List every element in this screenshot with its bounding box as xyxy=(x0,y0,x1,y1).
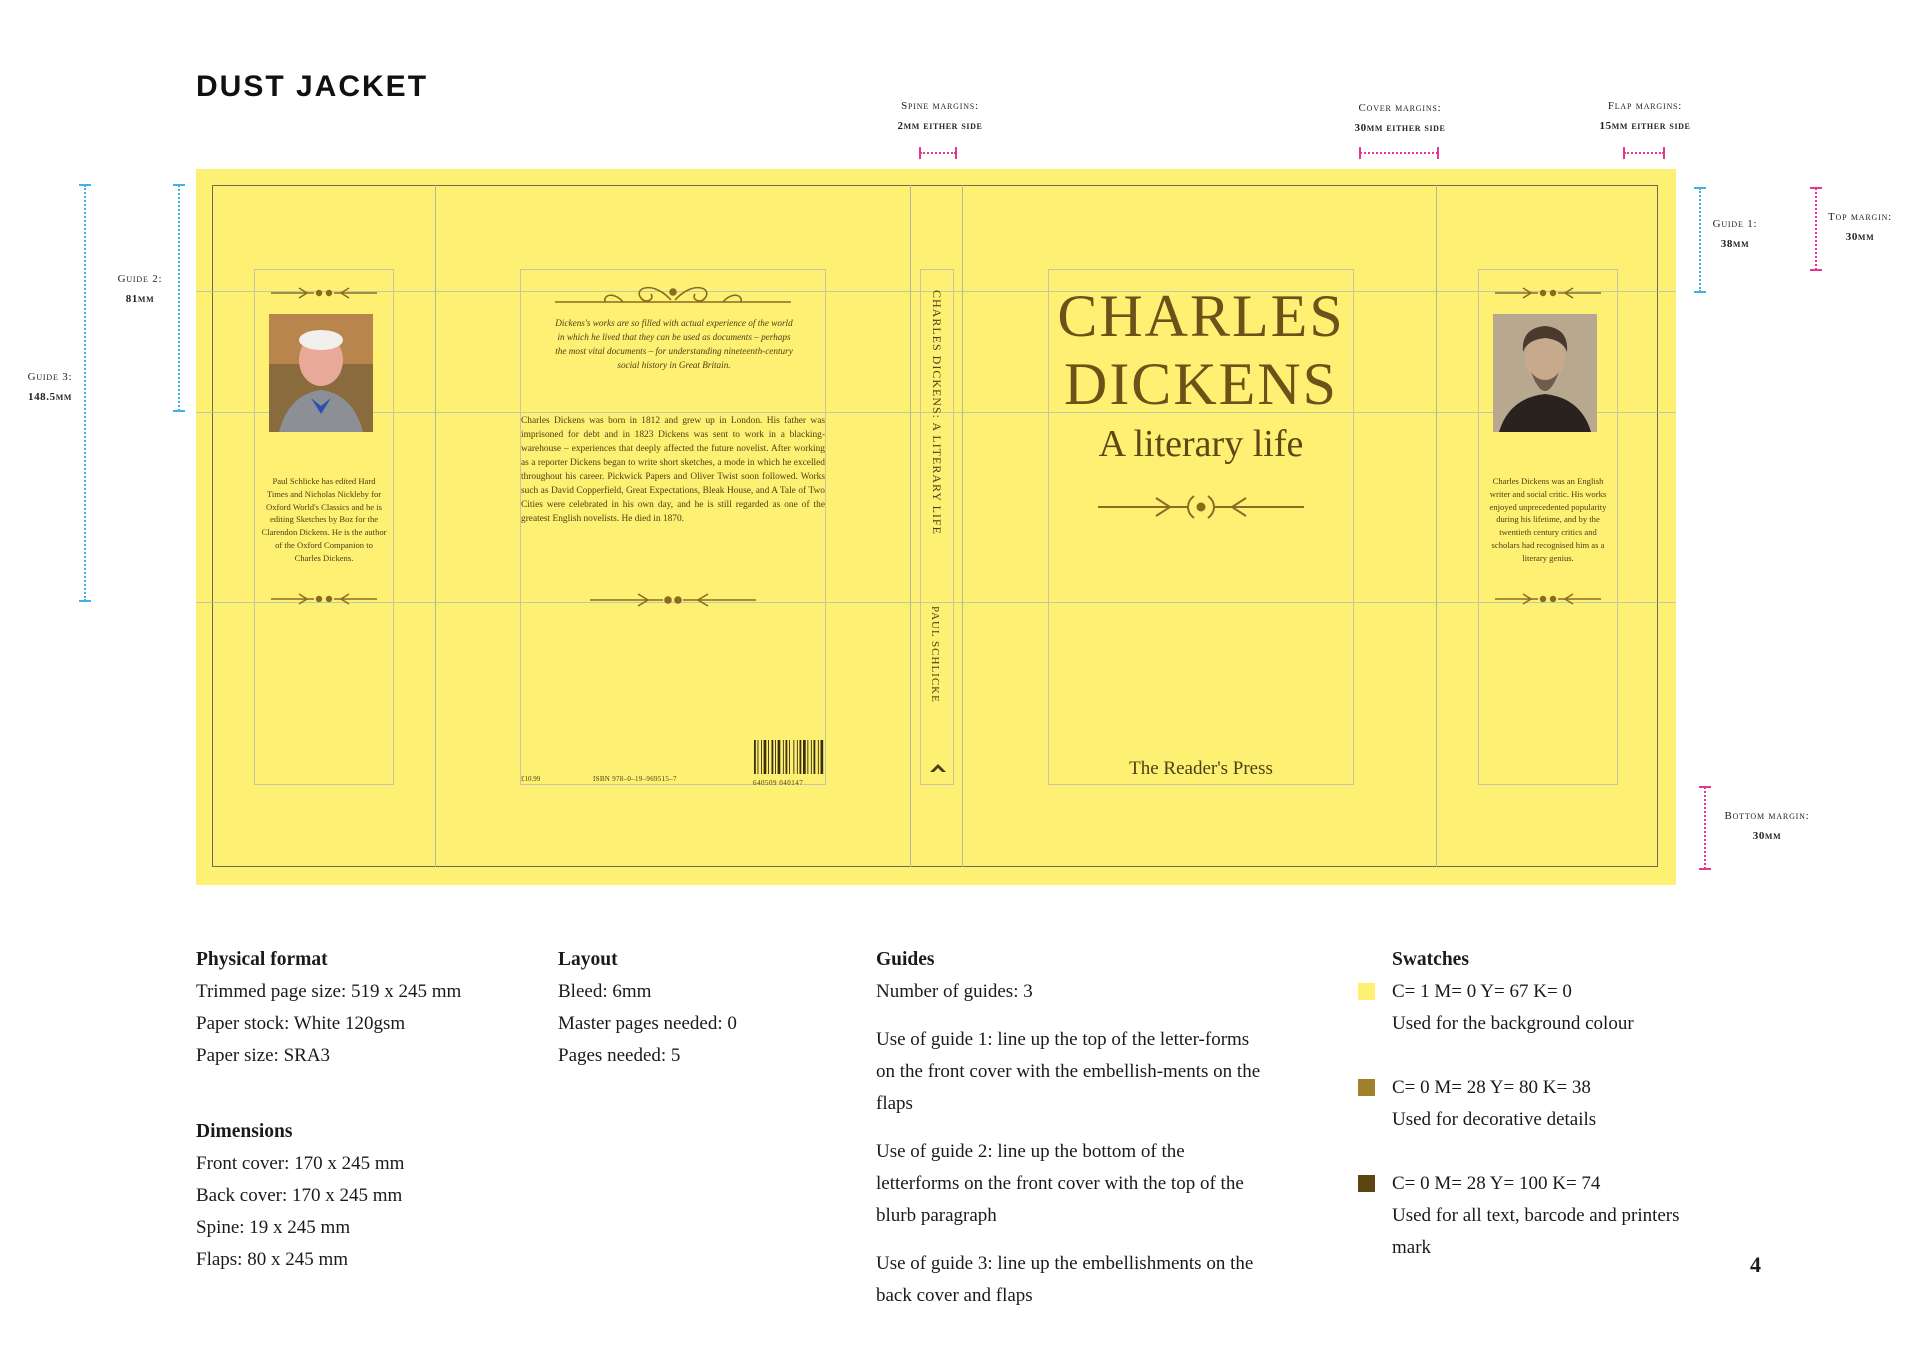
guides-section xyxy=(876,944,1276,1328)
annotation-value: 30mm xyxy=(1752,830,1782,842)
guide-use-1: Use of guide 1: line up the top of the letter-forms on the front cover with the embellish-ments on the flaps xyxy=(876,1029,1261,1114)
cover-subtitle: A literary life xyxy=(1098,423,1304,465)
guide3-annotation xyxy=(10,367,90,407)
guide2-annotation xyxy=(105,269,175,309)
flourish-ornament xyxy=(1479,590,1617,612)
front-cover xyxy=(1048,269,1354,785)
spec-line: Paper size: SRA3 xyxy=(196,1045,331,1066)
author-photo xyxy=(269,314,373,432)
annotation-value: 38mm xyxy=(1720,238,1750,250)
spec-line: Spine: 19 x 245 mm xyxy=(196,1217,351,1238)
spine-author: PAUL SCHLICKE xyxy=(929,606,941,703)
spec-line: Trimmed page size: 519 x 245 mm xyxy=(196,981,462,1002)
back-cover-paragraph: Charles Dickens was born in 1812 and grew up in London. His father was imprisoned for debt and in 1823 Dickens was sent to work in a blacking-warehouse – experiences that deeply affected the future novelist. After working as a reporter Dickens began to write short sketches, a mode in which he excelled throughout his career. Pickwick Papers and Oliver Twist soon followed. Works such as David Copperfield, Great Expectations, Bleak House, and A Tale of Two Cities were celebrated in his own day, and he is still regarded as one of the greatest English novelists. He died in 1870. xyxy=(521,416,825,524)
spine-margin-marker xyxy=(920,152,956,154)
spine-margins-annotation xyxy=(880,96,1000,136)
cover-title xyxy=(1049,282,1353,418)
flourish-ornament xyxy=(521,590,825,614)
spine-fold-line xyxy=(962,185,963,867)
front-flap xyxy=(1478,269,1618,785)
section-heading: Layout xyxy=(558,949,618,970)
top-margin-annotation xyxy=(1820,207,1900,247)
annotation-value: 2mm either side xyxy=(897,120,983,132)
dickens-portrait xyxy=(1493,314,1597,432)
annotation-value: 148.5mm xyxy=(27,391,73,403)
guides-count: Number of guides: 3 xyxy=(876,981,1033,1002)
swatches-section xyxy=(1392,944,1722,1264)
back-flap xyxy=(254,269,394,785)
spec-line: Back cover: 170 x 245 mm xyxy=(196,1185,403,1206)
flap-fold-line xyxy=(1436,185,1437,867)
swatch-use: Used for the background colour xyxy=(1392,1013,1634,1034)
annotation-label: Guide 1: xyxy=(1712,218,1758,230)
barcode xyxy=(753,740,825,787)
dust-jacket xyxy=(196,169,1676,885)
annotation-value: 81mm xyxy=(125,293,155,305)
cover-title-line: DICKENS xyxy=(1063,351,1338,417)
spec-line: Flaps: 80 x 245 mm xyxy=(196,1249,349,1270)
page-title: DUST JACKET xyxy=(196,70,429,103)
annotation-label: Top margin: xyxy=(1828,211,1892,223)
swatch-item xyxy=(1392,1072,1722,1136)
spec-line: Bleed: 6mm xyxy=(558,981,652,1002)
physical-format-section xyxy=(196,944,516,1276)
swatch-item xyxy=(1392,976,1722,1040)
bottom-margin-marker xyxy=(1704,787,1706,869)
swatch-cmyk: C= 0 M= 28 Y= 80 K= 38 xyxy=(1392,1077,1591,1098)
spec-line: Front cover: 170 x 245 mm xyxy=(196,1153,405,1174)
annotation-label: Spine margins: xyxy=(901,100,979,112)
flap-margin-marker xyxy=(1624,152,1664,154)
price: £10.99 xyxy=(521,775,541,783)
spine-fold-line xyxy=(910,185,911,867)
cover-margins-annotation xyxy=(1330,98,1470,138)
section-heading: Guides xyxy=(876,949,935,970)
spine xyxy=(920,269,954,785)
back-cover-quote: Dickens's works are so filled with actual experience of the world in which he lived that they can be used as documents – perhaps the most vital documents – for understanding nineteenth-century social history in Great Britain. xyxy=(555,318,793,370)
flourish-ornament xyxy=(1479,284,1617,306)
section-heading: Swatches xyxy=(1392,949,1469,970)
annotation-label: Flap margins: xyxy=(1607,100,1683,112)
flap-margins-annotation xyxy=(1575,96,1715,136)
section-heading: Dimensions xyxy=(196,1121,293,1142)
section-heading: Physical format xyxy=(196,949,328,970)
swatch-color xyxy=(1358,1079,1375,1096)
spec-line: Paper stock: White 120gsm xyxy=(196,1013,406,1034)
swatch-cmyk: C= 1 M= 0 Y= 67 K= 0 xyxy=(1392,981,1572,1002)
swatch-cmyk: C= 0 M= 28 Y= 100 K= 74 xyxy=(1392,1173,1601,1194)
barcode-number: 640509 040147 xyxy=(753,779,804,787)
swatch-item xyxy=(1392,1168,1722,1264)
spec-line: Pages needed: 5 xyxy=(558,1045,681,1066)
page-number: 4 xyxy=(1750,1252,1761,1277)
annotation-label: Guide 2: xyxy=(117,273,163,285)
printers-mark-icon xyxy=(929,762,947,774)
back-cover xyxy=(520,269,826,785)
spec-line: Master pages needed: 0 xyxy=(558,1013,737,1034)
top-margin-marker xyxy=(1815,188,1817,270)
barcode-bars xyxy=(753,740,825,774)
guide2-marker xyxy=(178,185,180,411)
front-flap-text: Charles Dickens was an English writer and social critic. His works enjoyed unprecedented popularity during his lifetime, and by the twentieth century critics and scholars had recognised him as a literary genius. xyxy=(1489,476,1607,563)
cover-margin-marker xyxy=(1360,152,1438,154)
annotation-label: Cover margins: xyxy=(1358,102,1442,114)
annotation-label: Bottom margin: xyxy=(1724,810,1810,822)
swatch-color xyxy=(1358,983,1375,1000)
flourish-ornament xyxy=(1049,490,1353,528)
annotation-value: 30mm xyxy=(1845,231,1875,243)
flap-fold-line xyxy=(435,185,436,867)
guide1-annotation xyxy=(1700,214,1770,254)
layout-section xyxy=(558,944,838,1072)
annotation-value: 30mm either side xyxy=(1354,122,1446,134)
guide-use-3: Use of guide 3: line up the embellishments on the back cover and flaps xyxy=(876,1253,1254,1306)
swatch-use: Used for all text, barcode and printers mark xyxy=(1392,1205,1680,1258)
annotation-label: Guide 3: xyxy=(27,371,73,383)
scroll-ornament xyxy=(521,278,825,312)
cover-publisher: The Reader's Press xyxy=(1129,758,1273,779)
bottom-margin-annotation xyxy=(1712,806,1822,846)
flourish-ornament xyxy=(255,590,393,612)
spine-title: CHARLES DICKENS: A LITERARY LIFE xyxy=(930,290,944,535)
guide-use-2: Use of guide 2: line up the bottom of the letterforms on the front cover with the top of the blurb paragraph xyxy=(876,1141,1244,1226)
back-flap-bio: Paul Schlicke has edited Hard Times and Nicholas Nickleby for Oxford World's Classics and he is editing Sketches by Boz for the Clarendon Dickens. He is the author of the Oxford Companion to Charles Dickens. xyxy=(261,476,387,563)
swatch-color xyxy=(1358,1175,1375,1192)
swatch-use: Used for decorative details xyxy=(1392,1109,1597,1130)
flourish-ornament xyxy=(255,284,393,306)
annotation-value: 15mm either side xyxy=(1599,120,1691,132)
cover-title-line: CHARLES xyxy=(1057,283,1345,349)
isbn: ISBN 978–0–19–969515–7 xyxy=(593,775,677,783)
